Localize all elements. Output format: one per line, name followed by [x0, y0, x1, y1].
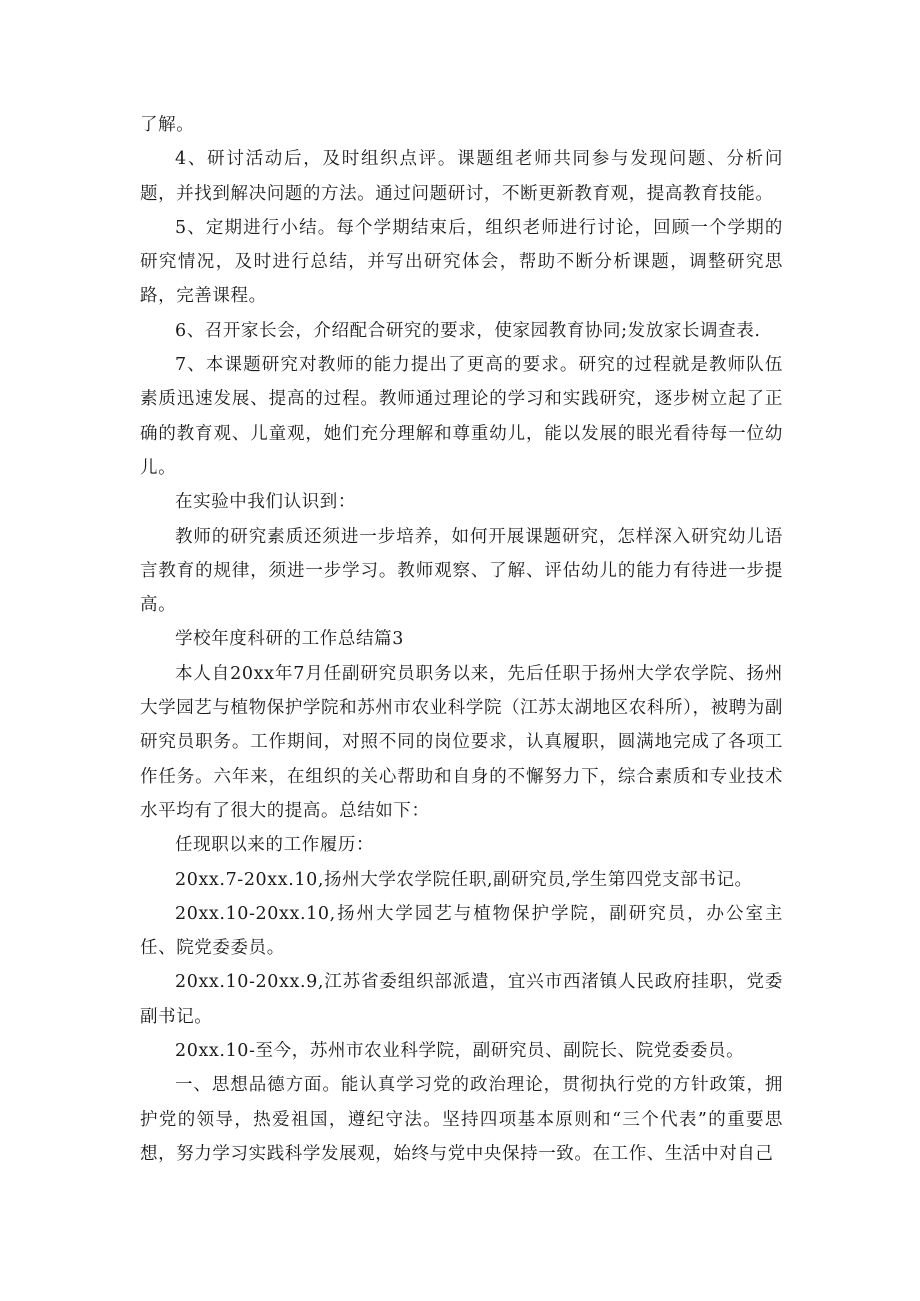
paragraph-self-intro: 本人自20xx年7月任副研究员职务以来，先后任职于扬州大学农学院、扬州大学园艺与植物保护学院和苏州市农业科学院（江苏太湖地区农科所），被聘为副研究员职务。工作期间，对照不同的岗位要求，认真履职，圆满地完成了各项工作任务。六年来，在组织的关心帮助和自身的不懈努力下，综合素质和专业技术水平均有了很大的提高。总结如下：: [140, 663, 783, 821]
paragraph-ideology: 一、思想品德方面。能认真学习党的政治理论，贯彻执行党的方针政策，拥护党的领导，热爱祖国，遵纪守法。坚持四项基本原则和“三个代表”的重要思想，努力学习实践科学发展观，始终与党中央保持一致。在工作、生活中对自己: [140, 1075, 783, 1164]
paragraph-continuation: 了解。: [140, 115, 195, 135]
paragraph-item-4: 4、研讨活动后，及时组织点评。课题组老师共同参与发现问题、分析问题，并找到解决问题的方法。通过问题研讨，不断更新教育观，提高教育技能。: [140, 149, 783, 204]
paragraph-experiment-intro: 在实验中我们认识到：: [175, 492, 356, 513]
paragraph-item-7: 7、本课题研究对教师的能力提出了更高的要求。研究的过程就是教师队伍素质迅速发展、提高的过程。教师通过理论的学习和实践研究，逐步树立起了正确的教育观、儿童观，她们充分理解和尊重幼儿，能以发展的眼光看待每一位幼儿。: [140, 355, 783, 478]
paragraph-resume-heading: 任现职以来的工作履历：: [175, 835, 375, 856]
resume-entry-1: 20xx.7-20xx.10,扬州大学农学院任职,副研究员,学生第四党支部书记。: [175, 869, 753, 890]
resume-entry-3: 20xx.10-20xx.9,江苏省委组织部派遣，宜兴市西渚镇人民政府挂职，党委副书记。: [140, 972, 783, 1027]
paragraph-experiment-finding: 教师的研究素质还须进一步培养，如何开展课题研究，怎样深入研究幼儿语言教育的规律，须进一步学习。教师观察、了解、评估幼儿的能力有待进一步提高。: [140, 526, 783, 616]
paragraph-item-5: 5、定期进行小结。每个学期结束后，组织老师进行讨论，回顾一个学期的研究情况，及时进行总结，并写出研究体会，帮助不断分析课题，调整研究思路，完善课程。: [140, 217, 783, 307]
document-body: [140, 108, 783, 1171]
section-heading: 学校年度科研的工作总结篇3: [175, 629, 404, 650]
resume-entry-4: 20xx.10-至今，苏州市农业科学院，副研究员、副院长、院党委委员。: [175, 1041, 745, 1062]
resume-entry-2: 20xx.10-20xx.10,扬州大学园艺与植物保护学院，副研究员，办公室主任、院党委委员。: [140, 903, 783, 959]
paragraph-item-6: 6、召开家长会，介绍配合研究的要求，使家园教育协同;发放家长调查表.: [175, 320, 761, 341]
